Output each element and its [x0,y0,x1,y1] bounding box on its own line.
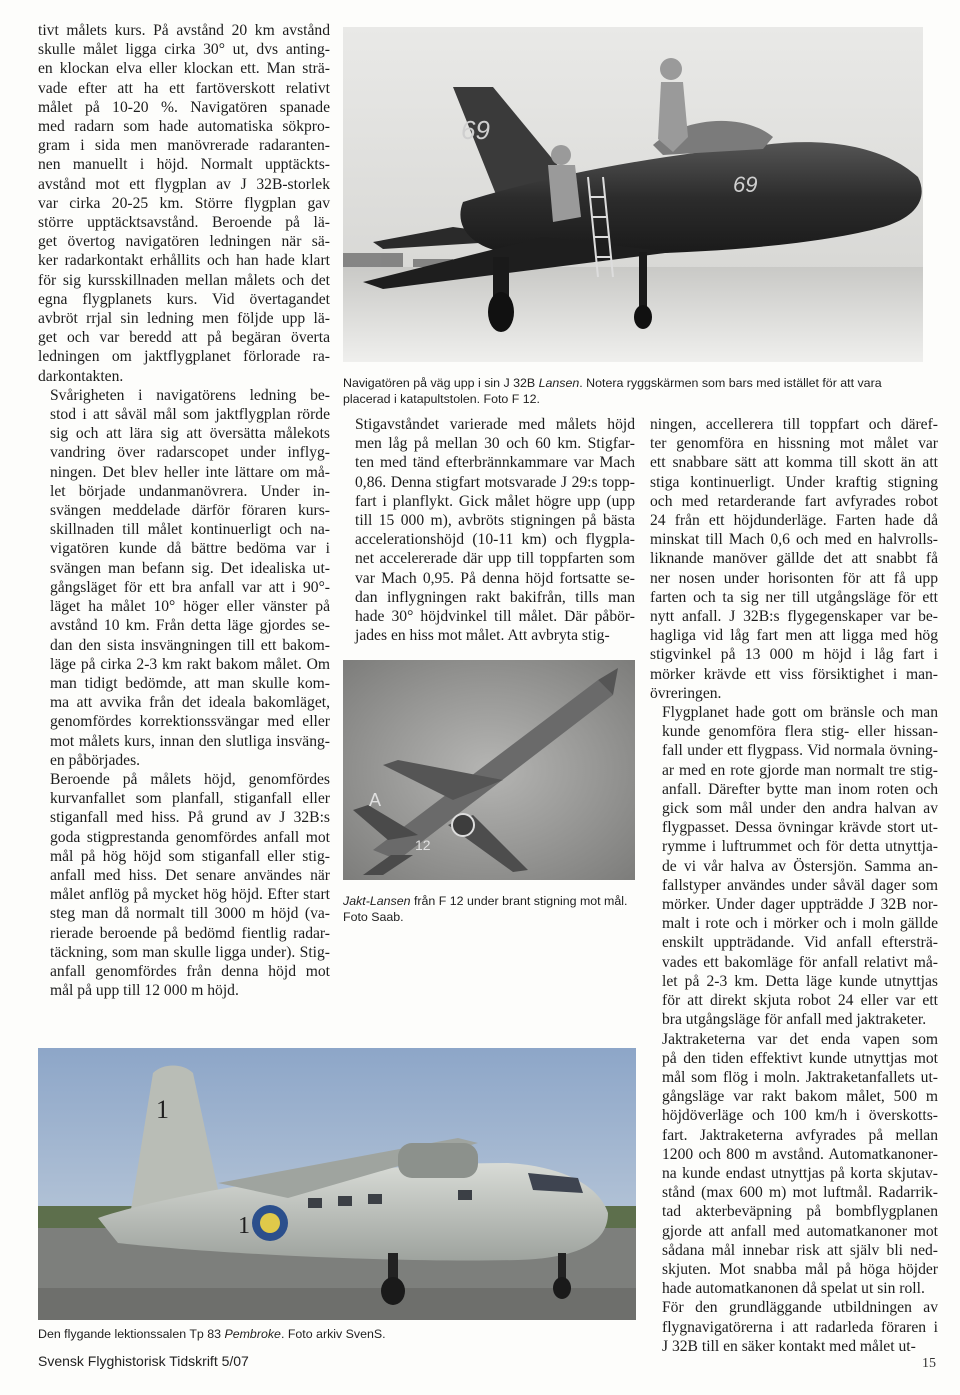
text-line: tivt målets kurs. På avstånd 20 km avstånd [38,22,330,39]
text-line: tad akterbeväpning på bombflygplanen [662,1203,938,1221]
text-line: till 15 000 m), avbröts stigningen på bästa [355,512,635,530]
text-line: vade efter att ha ett fartöverskott relativt [38,79,330,97]
fin-number: 69 [461,115,490,145]
column-right [650,415,938,1356]
caption-bottom-photo: Den flygande lektionssalen Tp 83 Pembroke. Foto arkiv SvenS. [38,1327,386,1341]
text-line: mål på upp till 12 000 m höjd. [50,982,239,1000]
text-line: kurvanfallet som planfall, stiganfall eller [50,790,330,808]
text-line: avbröt rrjal sin ledning men följde upp lä- [38,310,330,328]
text-line: 0,86. Denna stigfart motsvarade J 29:s topp- [355,473,635,491]
text-line: goda stigprestanda genomfördes anfall mot [50,828,330,846]
text-line: gjorde att anfall med automatkanoner mot [662,1222,938,1240]
text-line: de vi vår halva av Östersjön. Samma an- [662,857,938,875]
photo-lansen-climbing [343,660,635,880]
text-line: stigvinkel på 13 000 m höjd i låg fart i [650,646,938,664]
text-line: anfall. Därefter bytte man inom roten och [662,780,938,798]
text-line: darkontakten. [38,367,124,385]
text-line: Stigavståndet varierade med målets höjd [355,416,635,433]
text-line: get och var beredd att på begäran överta [38,329,330,347]
text-line: för sig kursskillnaden mellan målets och det [38,271,330,289]
text-line: ningen. Det blev heller inte lättare om må- [50,463,330,481]
text-line: avstånd mot ett flygplan av J 32B-storlek [38,175,330,193]
tail-letter: A [369,790,382,810]
page-number: 15 [922,1356,936,1371]
text-line: målet anflög på mycket hög höjd. Efter start [50,886,330,904]
text-line: anfall genomfördes från denna höjd mot [50,962,330,980]
paragraph [650,415,938,703]
text-line: vigatören kunde då bättre bedöma var i [50,540,330,558]
text-line: stod i att såväl mål som jaktflygplan rörde [50,406,330,424]
text-line: egna flygplanets kurs. Vid övertagandet [38,290,330,308]
paragraph [650,1030,938,1299]
text-line: mörker krävde ett viss försiktighet i man- [650,665,938,683]
text-line: skulle målet ligga cirka 30° ut, dvs anting- [38,41,330,59]
text-line: ter genomföra en hissning mot målet var [650,435,938,453]
text-line: ten med tänd efterbrännkammare var Mach [355,454,635,472]
text-line: skjuten. Mot snabba mål på höga höjder [662,1260,938,1278]
text-line: var Mach 0,95. På denna höjd fortsatte se- [355,569,635,587]
text-line: hade 30° höjdvinkel till målet. Där påbör- [355,608,635,626]
text-line: läget ha målet 10° höger eller vänster på [50,598,330,616]
text-line: större upptäcktsavstånd. Beroende på lä- [38,214,330,232]
text-line: men låg på mellan 30 och 60 km. Stigfar- [355,435,635,453]
text-line: J 32B till en säker kontakt med målet ut- [662,1337,916,1355]
text-line: hagliga vid låg fart men att ligga med hög [650,627,938,645]
text-line: let började undanmanövrera. Under in- [50,482,330,500]
text-line: gram i sida men manövrerade radaranten- [38,137,330,155]
text-line: fallstyper användes under såväl dager som [662,876,938,894]
text-line: höjdöverläge och 100 km/h i överskotts- [662,1107,938,1125]
text-line: på den tiden effektivt kunde utnyttjas mot [662,1049,938,1067]
text-line: let på 2-3 km. Detta läge kunde utnyttjas [662,972,938,990]
column-middle [343,415,635,645]
text-line: minskat till Mach 0,6 och med en halvrolls- [650,531,938,549]
text-line: fart i planflykt. Gick målet högre upp (upp [355,492,635,510]
text-line: malt i rote och i mörker och i moln gällde [662,915,938,933]
text-line: en klockan elva eller klockan ett. Man strä- [38,60,330,78]
text-line: enskilt uppträdande. Vid anfall eftersträ- [662,934,938,952]
text-line: vades ett bakomläge för anfall relativt må- [662,953,938,971]
text-line: Beroende på målets höjd, genomfördes [50,770,330,788]
photo-pembroke [38,1048,636,1320]
nose-number: 69 [733,172,758,197]
text-line: get övertog navigatören ledningen när sä- [38,233,330,251]
text-line: mot målets kurs, innan den slutliga insväng- [50,732,330,750]
text-line: 24 från ett höjdunderläge. Farten hade då [650,512,938,530]
text-line: målet på 10-20 %. Navigatören spanade [38,98,330,116]
text-line: ledningen om jaktflygplanet förlorade ra- [38,348,330,366]
paragraph [38,21,330,386]
caption-middle-photo: Jakt-Lansen från F 12 under brant stigning mot mål. Foto Saab. [343,894,628,924]
paragraph [38,386,330,770]
text-line: svängen man befann sig. Det idealiska ut- [50,559,330,577]
text-line: hade automatkanonen då spelat ut sin roll. [662,1280,925,1298]
text-line: ker radarkontakt erhållits och han hade klart [38,252,330,270]
text-line: stiga kontinuerligt. Under kraftig stigning [650,473,938,491]
text-line: mål som flög i moln. Jaktraketanfallets ut- [662,1068,938,1086]
text-line: fall under ett flygpass. Vid normala övning- [662,742,938,760]
text-line: var cirka 20-25 km. Större flygplan gav [38,194,330,212]
photo-lansen-ground [343,27,923,362]
text-line: Jaktraketerna var det enda vapen som [662,1030,938,1048]
text-line: ningen, accellerera till toppfart och däref- [650,416,938,433]
text-line: nytt anfall. J 32B:s flygegenskaper var be- [650,608,938,626]
text-line: rymme i luftrummet och för detta utnyttja- [662,838,938,856]
column-left [38,21,330,1000]
text-line: flygpasset. Dessa övningar krävde stort ut- [662,819,938,837]
text-line: övreringen. [650,684,722,702]
text-line: 1200 och 800 m avstånd. Automatkanoner- [662,1145,938,1163]
text-line: avstånd 10 km. Från detta läge gjordes se- [50,617,330,635]
text-line: ma att avvika från det ideala bakomläget, [50,694,330,712]
text-line: flygnavigatörerna i att radarleda föraren i [662,1318,938,1336]
text-line: ett snabbare sätt att komma till skott än att [650,454,938,472]
text-line: mörker. Under dager uppträdde J 32B nor- [662,896,938,914]
text-line: gick som mål under den andra halvan av [662,800,938,818]
text-line: steg man då normalt till 3000 m höjd (va- [50,905,330,923]
text-line: gångsläget för ett bra anfall var att i 90°- [50,578,330,596]
text-line: gångsläge var rakt bakom målet, 500 m [662,1088,938,1106]
text-line: Svårigheten i navigatörens ledning be- [50,386,330,404]
paragraph [38,770,330,1000]
text-line: täckning, som man skulle ligga under). Stig- [50,943,330,961]
text-line: bra utgångsläge för anfall med jaktraketer. [662,1011,927,1029]
text-line: rierade beroende på bedömd fientlig radar- [50,924,330,942]
text-line: anfall med hiss. Det senare användes när [50,866,330,884]
text-line: vandring över radarscopet under inflyg- [50,444,330,462]
text-line: skillnaden till målet kontinuerligt och na- [50,521,330,539]
text-line: ner nosen under horisonten för att få upp [650,569,938,587]
text-line: accelerationshöjd (10-11 km) och flygpla- [355,531,635,549]
tail-number: 1 [156,1095,169,1124]
text-line: dan inflygningen rakt bakifrån, tills man [355,588,635,606]
text-line: med radarn som hade automatiska sökpro- [38,118,330,136]
text-line: mål på hög höjd som stiganfall eller stig- [50,847,330,865]
text-line: för att direkt skjuta robot 24 eller var ett [662,992,938,1010]
text-line: läge på cirka 2-3 km rakt bakom målet. Om [50,655,330,673]
text-line: sig och att lära sig att översätta målekots [50,425,330,443]
text-line: na kunde endast utnyttjas på korta skjutav- [662,1164,938,1182]
text-line: dan den sista insvängningen till ett bakom- [50,636,330,654]
text-line: fart. Jaktraketerna avfyrades på mellan [662,1126,938,1144]
text-line: För den grundläggande utbildningen av [662,1299,938,1317]
text-line: man tidigt bedömde, att man skulle kom- [50,674,330,692]
fuselage-number: 12 [415,837,431,853]
paragraph [343,415,635,645]
text-line: kunde genomföra flera stig- eller hissan- [662,723,938,741]
text-line: och med retarderande fart avfyrades robot [650,492,938,510]
paragraph [650,1298,938,1356]
text-line: ar med en rote gjorde man normalt tre stig- [662,761,938,779]
text-line: genomfördes korrektionssvängar med eller [50,713,330,731]
text-line: liknande manöver gällde det att snabbt få [650,550,938,568]
text-line: Flygplanet hade gott om bränsle och man [662,704,938,722]
text-line: stånd (max 600 m) mot luftmål. Radarrik- [662,1184,938,1202]
text-line: net accelererade där upp till toppfarten som [355,550,635,568]
text-line: en påbörjades. [50,751,141,769]
text-line: sådana mål innebar risk att själv bli ned- [662,1241,938,1259]
fuselage-number: 1 [238,1213,250,1239]
caption-top-photo: Navigatören på väg upp i sin J 32B Lansen. Notera ryggskärmen som bars med istället för att vara placerad i katapultstolen. Foto F 12. [343,376,882,406]
text-line: jades en hiss mot målet. Att avbryta stig- [355,627,610,645]
text-line: svängen meddelade därför föraren kurs- [50,502,330,520]
journal-footer: Svensk Flyghistorisk Tidskrift 5/07 [38,1353,249,1369]
text-line: stiganfall med hiss. På grund av J 32B:s [50,809,330,827]
paragraph [650,703,938,1029]
text-line: nen manuellt i höjd. Normalt upptäckts- [38,156,330,174]
text-line: farten och ta sig ner till utgångsläge för ett [650,588,938,606]
